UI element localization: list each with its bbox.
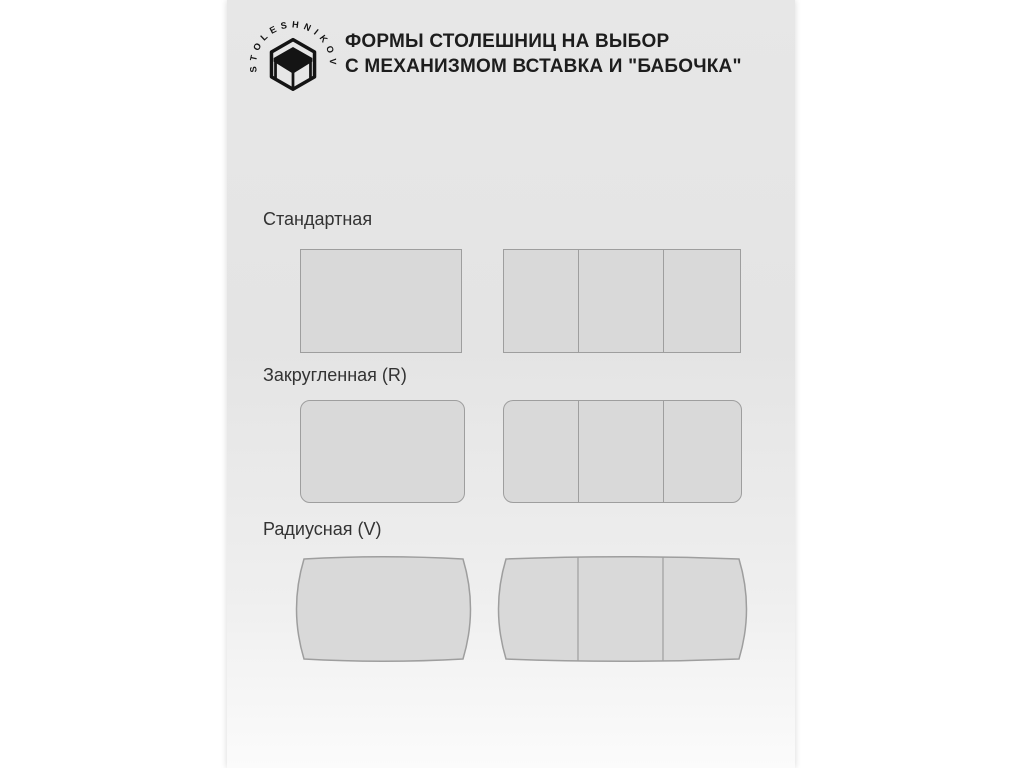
tabletop-rounded-extended (503, 400, 742, 503)
logo-tabletop (274, 47, 313, 74)
tabletop-rounded-single (300, 400, 465, 503)
table-cube-logo-icon (247, 10, 339, 106)
content-panel (227, 0, 795, 768)
radius-shape-single-icon (295, 554, 472, 664)
section-label-radius-v: Радиусная (V) (263, 519, 382, 539)
tabletop-radius-single (295, 554, 472, 664)
tabletop-radius-extended (496, 554, 749, 664)
title-line-2: С МЕХАНИЗМОМ ВСТАВКА И "БАБОЧКА" (345, 56, 742, 77)
leaf-divider (578, 250, 579, 352)
leaf-divider (663, 401, 664, 502)
section-label-rounded-r: Закругленная (R) (263, 365, 407, 385)
tabletop-standard-single (300, 249, 462, 353)
logo-text: STOLESHNIKOV (247, 19, 338, 73)
radius-shape-extended-icon (496, 554, 749, 664)
section-label-standard: Стандартная (263, 209, 373, 229)
page-title (345, 29, 742, 79)
radius-outline (297, 557, 471, 662)
leaf-divider (663, 250, 664, 352)
stoleshnikov-logo (247, 10, 339, 106)
tabletop-standard-extended (503, 249, 741, 353)
leaf-divider (578, 401, 579, 502)
radius-outline (499, 557, 747, 662)
title-line-1: ФОРМЫ СТОЛЕШНИЦ НА ВЫБОР (345, 31, 670, 52)
